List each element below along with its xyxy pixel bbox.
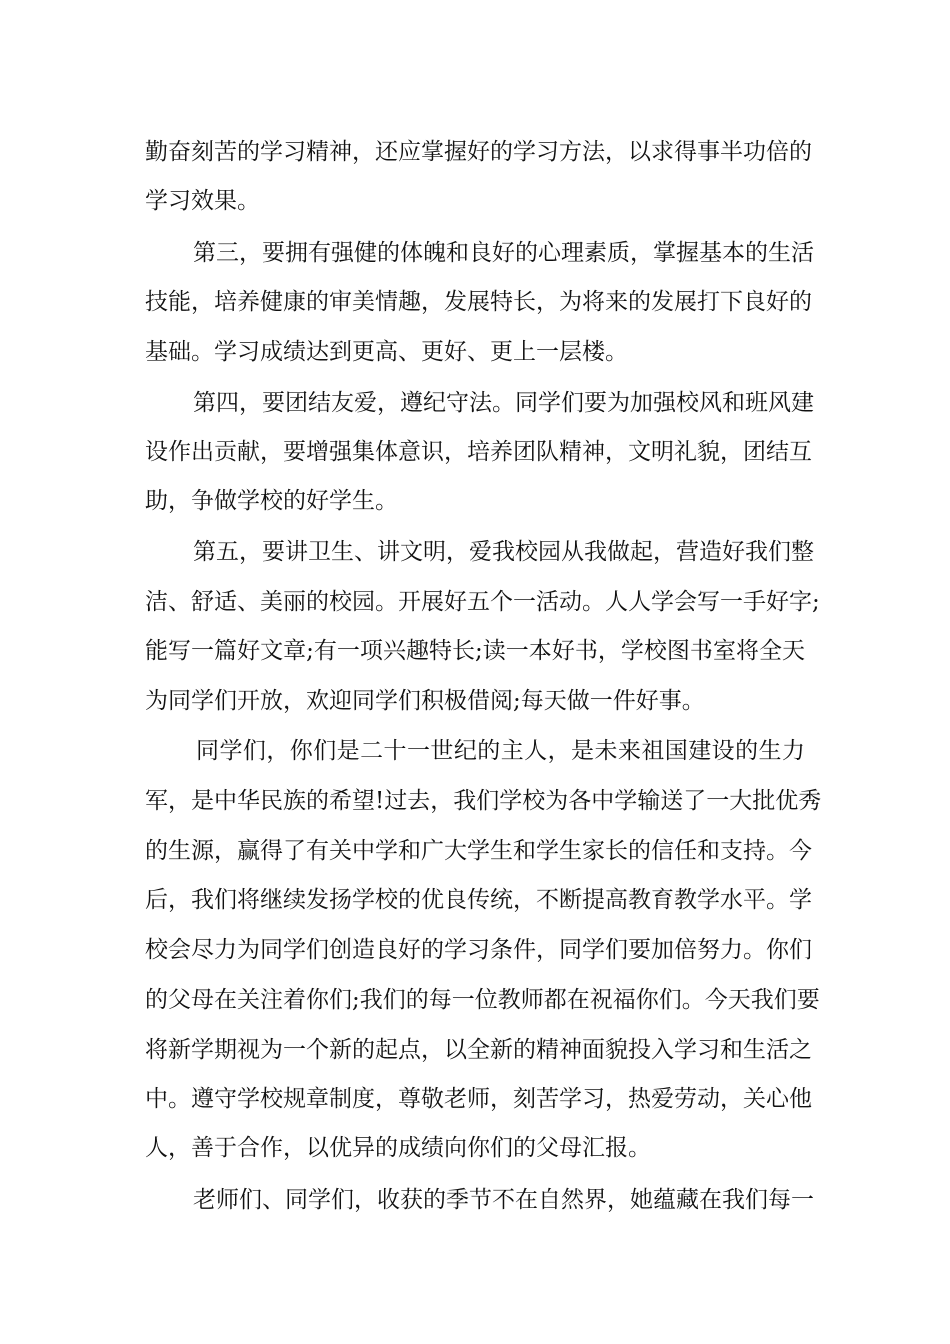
text-line: 基础。学习成绩达到更高、更好、更上一层楼。 bbox=[145, 339, 628, 365]
text-line: 能写一篇好文章;有一项兴趣特长;读一本好书，学校图书室将全天 bbox=[145, 638, 805, 664]
paragraph-first-line: 第三，要拥有强健的体魄和良好的心理素质，掌握基本的生活 bbox=[193, 240, 814, 266]
text-line: 校会尽力为同学们创造良好的学习条件，同学们要加倍努力。你们 bbox=[145, 937, 812, 963]
text-line: 的生源，赢得了有关中学和广大学生和学生家长的信任和支持。今 bbox=[145, 838, 812, 864]
text-line: 学习效果。 bbox=[145, 188, 260, 214]
paragraph-first-line: 同学们，你们是二十一世纪的主人，是未来祖国建设的生力 bbox=[196, 738, 805, 764]
text-line: 洁、舒适、美丽的校园。开展好五个一活动。人人学会写一手好字; bbox=[145, 589, 820, 615]
text-line: 为同学们开放，欢迎同学们积极借阅;每天做一件好事。 bbox=[145, 688, 705, 714]
text-line: 军，是中华民族的希望!过去，我们学校为各中学输送了一大批优秀 bbox=[145, 788, 822, 814]
paragraph-first-line: 第五，要讲卫生、讲文明，爱我校园从我做起，营造好我们整 bbox=[193, 539, 814, 565]
text-line: 设作出贡献，要增强集体意识，培养团队精神，文明礼貌，团结互 bbox=[145, 439, 812, 465]
text-line: 人，善于合作，以优异的成绩向你们的父母汇报。 bbox=[145, 1135, 651, 1161]
text-line: 技能，培养健康的审美情趣，发展特长，为将来的发展打下良好的 bbox=[145, 289, 812, 315]
text-line: 的父母在关注着你们;我们的每一位教师都在祝福你们。今天我们要 bbox=[145, 987, 820, 1013]
text-line: 勤奋刻苦的学习精神，还应掌握好的学习方法，以求得事半功倍的 bbox=[145, 139, 812, 165]
text-line: 中。遵守学校规章制度，尊敬老师，刻苦学习，热爱劳动，关心他 bbox=[145, 1086, 812, 1112]
paragraph-first-line: 第四，要团结友爱，遵纪守法。同学们要为加强校风和班风建 bbox=[193, 390, 814, 416]
text-line: 助，争做学校的好学生。 bbox=[145, 488, 398, 514]
text-line: 将新学期视为一个新的起点，以全新的精神面貌投入学习和生活之 bbox=[145, 1037, 812, 1063]
paragraph-first-line: 老师们、同学们，收获的季节不在自然界，她蕴藏在我们每一 bbox=[193, 1187, 814, 1213]
text-line: 后，我们将继续发扬学校的优良传统，不断提高教育教学水平。学 bbox=[145, 887, 812, 913]
